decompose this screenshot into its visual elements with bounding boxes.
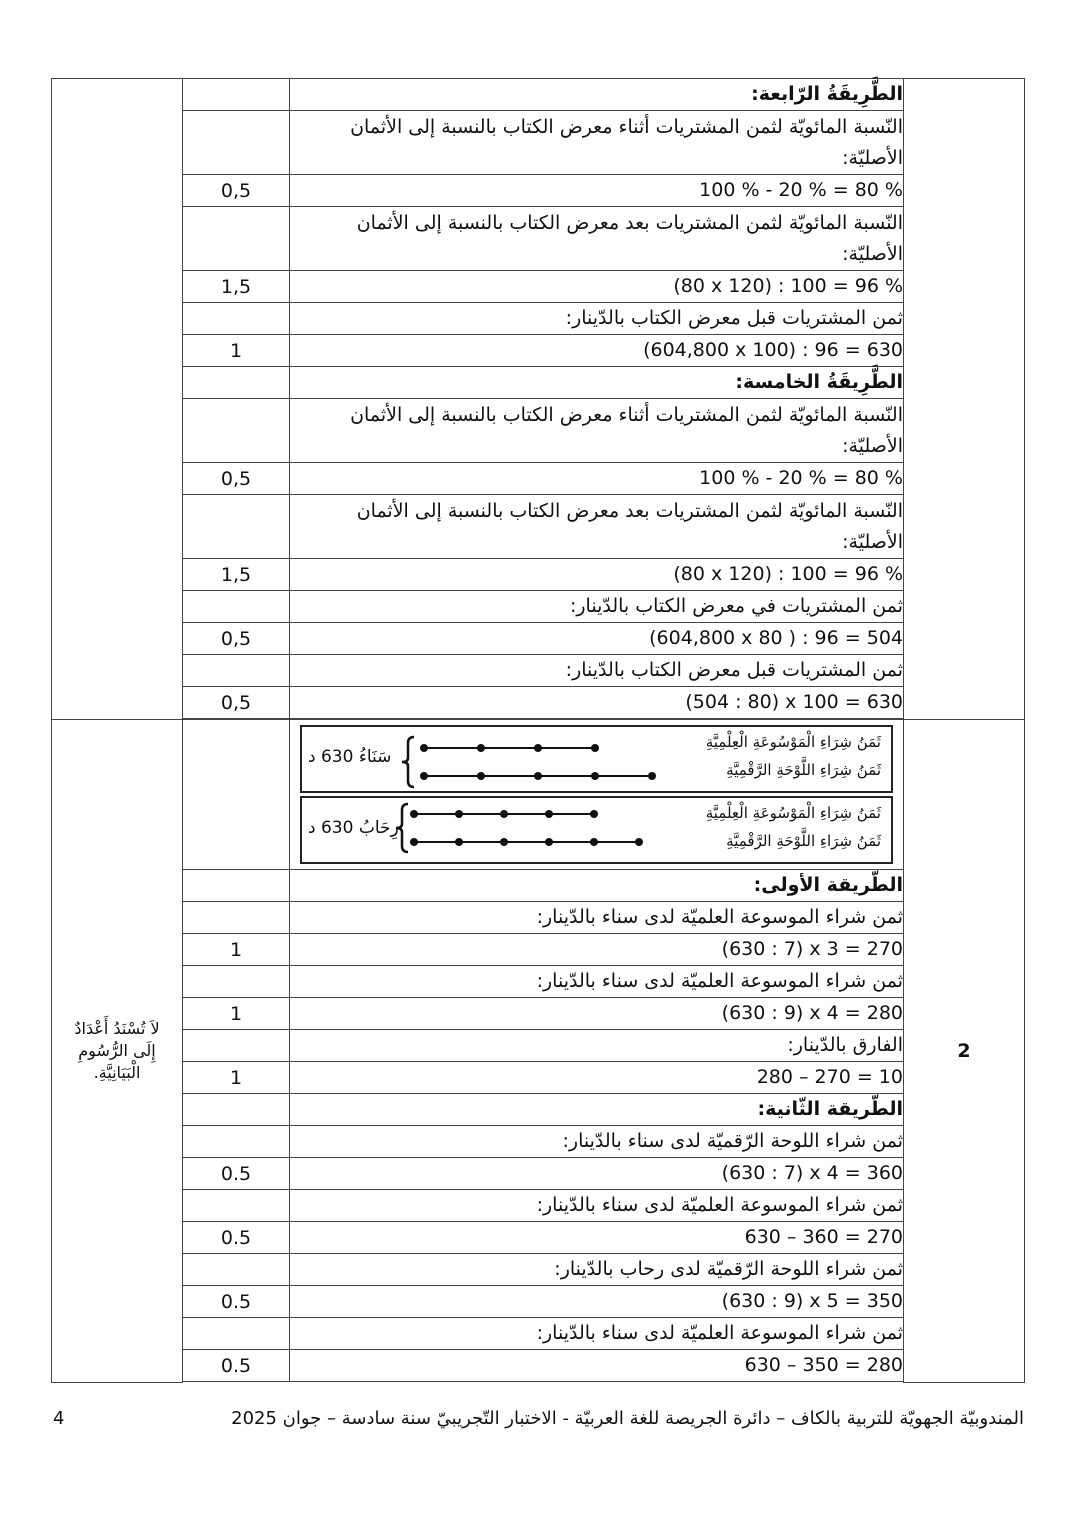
mark-value: 0,5 — [183, 687, 290, 719]
segment-point — [590, 810, 598, 818]
segment-point — [591, 772, 599, 780]
mark-value: 0.5 — [183, 1286, 290, 1318]
equation: 630 – 360 = 270 — [744, 1226, 903, 1248]
diagram-total — [308, 818, 399, 838]
equation-cell — [290, 175, 904, 207]
equation-cell — [290, 687, 904, 719]
brace — [402, 737, 414, 787]
step-text: النّسبة المائويّة لثمن المشتريات أثناء معرض الكتاب بالنسبة إلى الأثمان الأصليّة: — [290, 111, 904, 175]
step-text: ثمن شراء الموسوعة العلميّة لدى سناء بالدّينار: — [290, 1318, 904, 1350]
equation: (504 : 80) x 100 = 630 — [685, 691, 903, 713]
segment-point — [455, 838, 463, 846]
note-cell — [52, 79, 183, 720]
mark-cell — [183, 1126, 290, 1158]
mark-cell — [183, 966, 290, 998]
segment-point — [534, 744, 542, 752]
step-text: النّسبة المائويّة لثمن المشتريات بعد معرض الكتاب بالنسبة إلى الأثمان الأصليّة: — [290, 495, 904, 559]
mark-value: 1,5 — [183, 271, 290, 303]
segment-point — [410, 810, 418, 818]
diagram-cell — [290, 720, 904, 870]
mark-cell — [183, 1254, 290, 1286]
mark-value: 0.5 — [183, 1222, 290, 1254]
segment-point — [590, 838, 598, 846]
mark-value: 1 — [183, 934, 290, 966]
segment-point — [648, 772, 656, 780]
equation-cell — [290, 1350, 904, 1382]
note-cell — [52, 720, 183, 1383]
step-text: ثمن المشتريات في معرض الكتاب بالدّينار: — [290, 591, 904, 623]
mark-value: 1 — [183, 335, 290, 367]
method-title: الطّريقة الثّانية: — [290, 1094, 904, 1126]
segment-point — [534, 772, 542, 780]
equation: (604,800 x 100) : 96 = 630 — [643, 339, 903, 361]
mark-cell — [183, 1190, 290, 1222]
diagram-total — [308, 747, 391, 767]
diagram-row-label: ثَمَنُ شِرَاءِ الْمَوْسُوعَةِ الْعِلْمِيَّةِ — [705, 804, 881, 822]
equation-cell — [290, 335, 904, 367]
diagram-row-label: ثَمَنُ شِرَاءِ اللَّوْحَةِ الرَّقْمِيَّةِ — [726, 761, 881, 779]
mark-cell — [183, 495, 290, 559]
mark-cell — [183, 207, 290, 271]
equation: (630 : 9) x 4 = 280 — [721, 1002, 903, 1024]
mark-cell — [183, 303, 290, 335]
mark-cell — [183, 720, 290, 870]
segment-point — [420, 772, 428, 780]
step-text: ثمن شراء اللوحة الرّقميّة لدى سناء بالدّينار: — [290, 1126, 904, 1158]
equation-cell — [290, 1158, 904, 1190]
equation-cell — [290, 559, 904, 591]
equation-cell — [290, 623, 904, 655]
step-text: ثمن شراء الموسوعة العلميّة لدى سناء بالدّينار: — [290, 1190, 904, 1222]
equation-cell — [290, 1286, 904, 1318]
footer-text: المندوبيّة الجهويّة للتربية بالكاف – دائرة الجريصة للغة العربيّة - الاختبار التّجريبيّ سنة سادسة – جوان 2025 — [231, 1408, 1024, 1429]
method-title: الطَّرِيقَةُ الخامسة: — [290, 367, 904, 399]
segment-point — [477, 772, 485, 780]
question-number-cell — [904, 79, 1025, 720]
segment-point — [545, 810, 553, 818]
step-text: الفارق بالدّينار: — [290, 1030, 904, 1062]
method-title: الطَّرِيقَةُ الرّابعة: — [290, 79, 904, 111]
diagram-rihab — [300, 796, 893, 864]
mark-value: 1,5 — [183, 559, 290, 591]
mark-cell — [183, 870, 290, 902]
mark-cell — [183, 655, 290, 687]
equation: (630 : 7) x 4 = 360 — [721, 1162, 903, 1184]
mark-value: 0,5 — [183, 463, 290, 495]
equation-cell — [290, 271, 904, 303]
equation-cell — [290, 463, 904, 495]
step-text: ثمن المشتريات قبل معرض الكتاب بالدّينار: — [290, 303, 904, 335]
diagram-row-label: ثَمَنُ شِرَاءِ اللَّوْحَةِ الرَّقْمِيَّةِ — [726, 832, 881, 850]
mark-cell — [183, 367, 290, 399]
page-number: 4 — [53, 1408, 65, 1429]
equation-cell — [290, 1062, 904, 1094]
mark-value: 0,5 — [183, 175, 290, 207]
equation: (630 : 7) x 3 = 270 — [721, 938, 903, 960]
question-number: 2 — [904, 720, 1025, 1383]
step-text: ثمن شراء الموسوعة العلميّة لدى سناء بالدّينار: — [290, 966, 904, 998]
mark-cell — [183, 79, 290, 111]
step-text: النّسبة المائويّة لثمن المشتريات أثناء معرض الكتاب بالنسبة إلى الأثمان الأصليّة: — [290, 399, 904, 463]
mark-cell — [183, 1318, 290, 1350]
segment-point — [591, 744, 599, 752]
mark-value: 0.5 — [183, 1350, 290, 1382]
equation: 280 – 270 = 10 — [756, 1066, 903, 1088]
segment-point — [455, 810, 463, 818]
mark-cell — [183, 399, 290, 463]
diagram-total-text: سَنَاءُ 630 د — [308, 747, 392, 767]
equation-cell — [290, 1222, 904, 1254]
diagram-sana — [300, 725, 893, 793]
equation: 630 – 350 = 280 — [744, 1354, 903, 1376]
equation: 100 % - 20 % = 80 % — [699, 179, 903, 201]
step-text: ثمن شراء الموسوعة العلميّة لدى سناء بالدّينار: — [290, 902, 904, 934]
segment-point — [410, 838, 418, 846]
equation-cell — [290, 934, 904, 966]
equation-cell — [290, 998, 904, 1030]
segment-point — [477, 744, 485, 752]
mark-value: 0,5 — [183, 623, 290, 655]
mark-value: 1 — [183, 998, 290, 1030]
equation: (630 : 9) x 5 = 350 — [721, 1290, 903, 1312]
mark-cell — [183, 902, 290, 934]
mark-cell — [183, 1030, 290, 1062]
diagram-total-text: رِحَابُ 630 د — [308, 818, 399, 838]
step-text: ثمن المشتريات قبل معرض الكتاب بالدّينار: — [290, 655, 904, 687]
equation: (80 x 120) : 100 = 96 % — [673, 563, 903, 585]
segment-point — [500, 838, 508, 846]
mark-cell — [183, 1094, 290, 1126]
step-text: ثمن شراء اللوحة الرّقميّة لدى رحاب بالدّينار: — [290, 1254, 904, 1286]
correction-table — [51, 78, 1025, 1383]
mark-value: 0.5 — [183, 1158, 290, 1190]
segment-point — [635, 838, 643, 846]
mark-cell — [183, 111, 290, 175]
step-text: النّسبة المائويّة لثمن المشتريات بعد معرض الكتاب بالنسبة إلى الأثمان الأصليّة: — [290, 207, 904, 271]
segment-point — [500, 810, 508, 818]
mark-cell — [183, 591, 290, 623]
equation: 100 % - 20 % = 80 % — [699, 467, 903, 489]
diagram-row-label: ثَمَنُ شِرَاءِ الْمَوْسُوعَةِ الْعِلْمِيَّةِ — [705, 733, 881, 751]
equation: (80 x 120) : 100 = 96 % — [673, 275, 903, 297]
segment-point — [420, 744, 428, 752]
segment-point — [545, 838, 553, 846]
diagram-note: لاَ تُسْنَدُ أَعْدَادٌ إِلَى الرُّسُومِ الْبَيَانِيَّةِ. — [74, 1018, 160, 1082]
mark-value: 1 — [183, 1062, 290, 1094]
method-title: الطّريقة الأولى: — [290, 870, 904, 902]
equation: (604,800 x 80 ) : 96 = 504 — [649, 627, 903, 649]
